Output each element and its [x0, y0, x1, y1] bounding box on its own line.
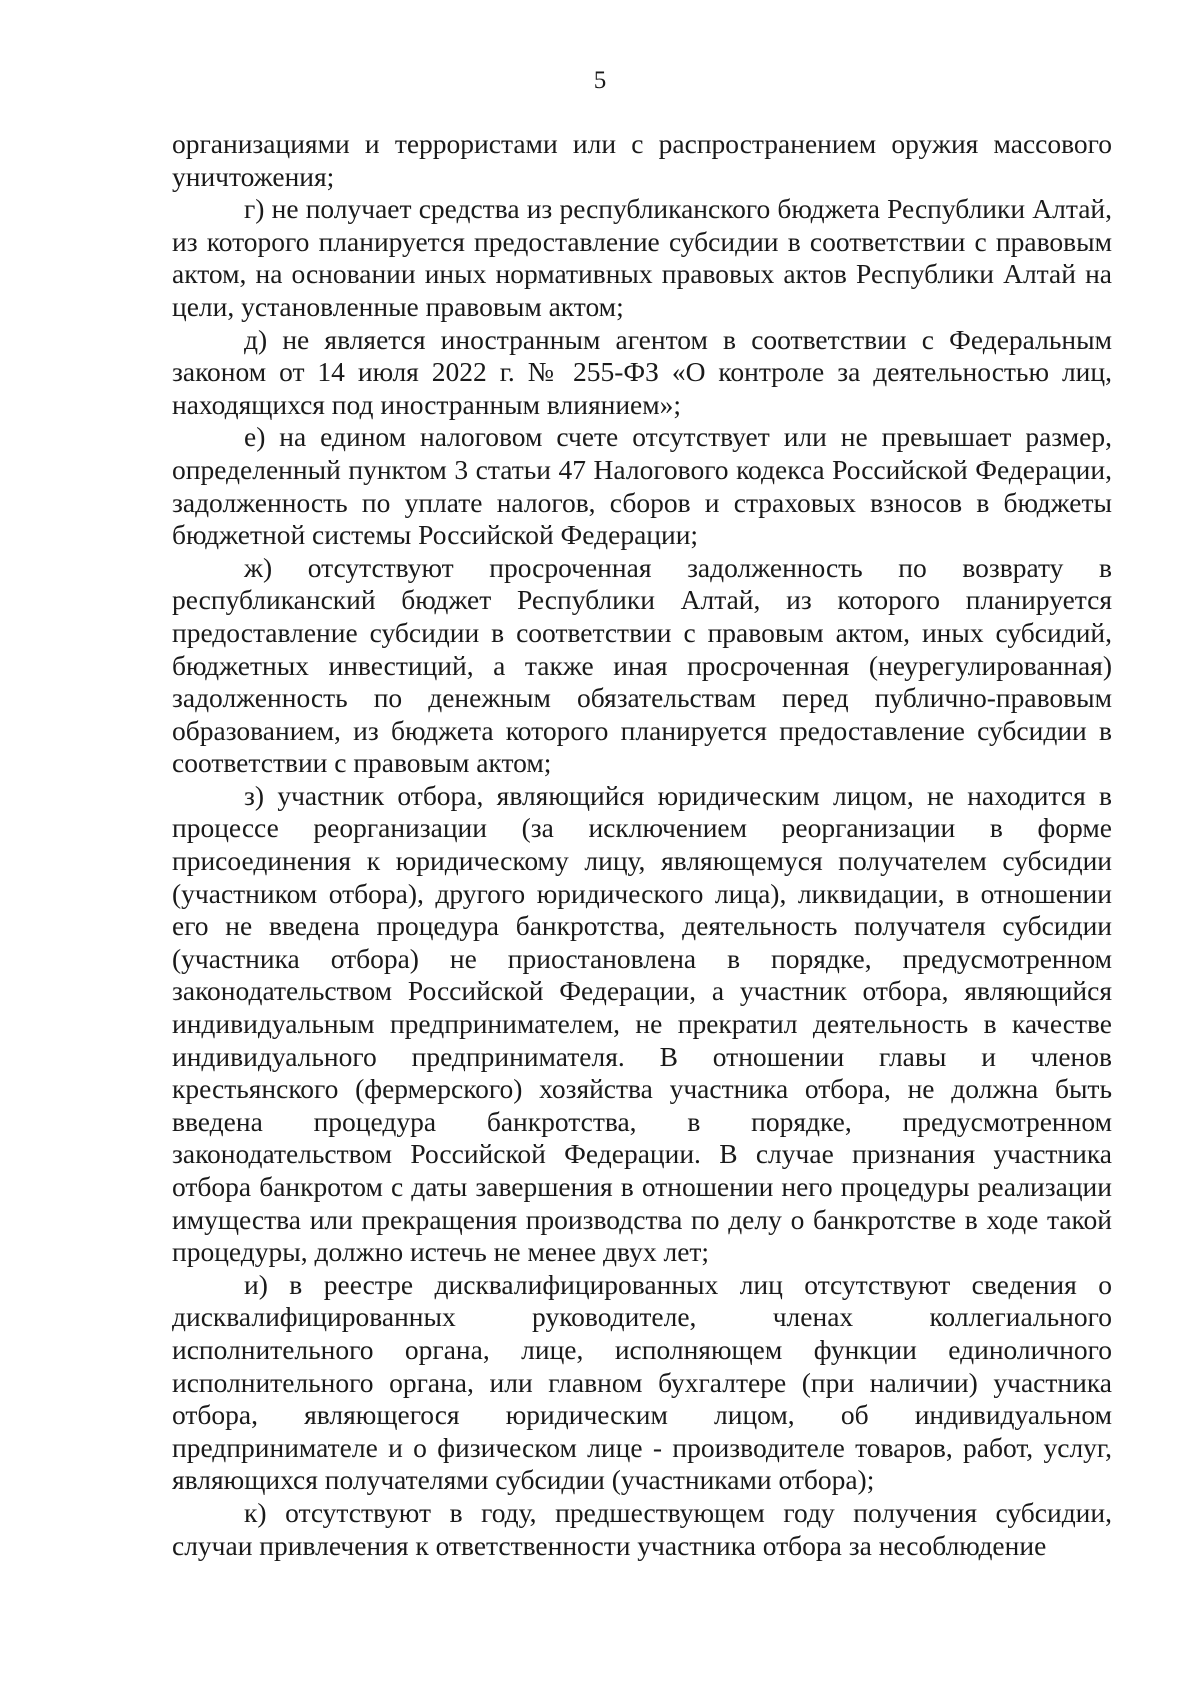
paragraph-continuation: организациями и террористами или с распространением оружия массового уничтожения;: [172, 128, 1112, 192]
paragraph-item-e: е) на едином налоговом счете отсутствует или не превышает размер, определенный пунктом 3 статьи 47 Налогового кодекса Российской Федерации, задолженность по уплате налогов, сборов и страховых взносов в бюджеты бюджетной системы Российской Федерации;: [172, 421, 1112, 551]
paragraph-item-z: з) участник отбора, являющийся юридическим лицом, не находится в процессе реорганизации (за исключением реорганизации в форме присоединения к юридическому лицу, являющемуся получателем субсидии (участником отбора), другого юридического лица), ликвидации, в отношении его не введена процедура банкротства, деятельность получателя субсидии (участника отбора) не приостановлена в порядке, предусмотренном законодательством Российской Федерации, а участник отбора, являющийся индивидуальным предпринимателем, не прекратил деятельность в качестве индивидуального предпринимателя. В отношении главы и членов крестьянского (фермерского) хозяйства участника отбора, не должна быть введена процедура банкротства, в порядке, предусмотренном законодательством Российской Федерации. В случае признания участника отбора банкротом с даты завершения в отношении него процедуры реализации имущества или прекращения производства по делу о банкротстве в ходе такой процедуры, должно истечь не менее двух лет;: [172, 779, 1112, 1268]
paragraph-item-zh: ж) отсутствуют просроченная задолженность по возврату в республиканский бюджет Республики Алтай, из которого планируется предоставление субсидии в соответствии с правовым актом, иных субсидий, бюджетных инвестиций, а также иная просроченная (неурегулированная) задолженность по денежным обязательствам перед публично-правовым образованием, из бюджета которого планируется предоставление субсидии в соответствии с правовым актом;: [172, 551, 1112, 779]
paragraph-item-i: и) в реестре дисквалифицированных лиц отсутствуют сведения о дисквалифицированных руководителе, членах коллегиального исполнительного органа, лице, исполняющем функции единоличного исполнительного органа, или главном бухгалтере (при наличии) участника отбора, являющегося юридическим лицом, об индивидуальном предпринимателе и о физическом лице - производителе товаров, работ, услуг, являющихся получателями субсидии (участниками отбора);: [172, 1268, 1112, 1496]
paragraph-item-k: к) отсутствуют в году, предшествующем году получения субсидии, случаи привлечения к ответственности участника отбора за несоблюдение: [172, 1496, 1112, 1561]
page-number: 5: [593, 67, 607, 94]
paragraph-item-d: д) не является иностранным агентом в соответствии с Федеральным законом от 14 июля 2022 г. № 255-ФЗ «О контроле за деятельностью лиц, находящихся под иностранным влиянием»;: [172, 323, 1112, 420]
document-body: [172, 128, 1112, 1562]
paragraph-item-g: г) не получает средства из республиканского бюджета Республики Алтай, из которого планируется предоставление субсидии в соответствии с правовым актом, на основании иных нормативных правовых актов Республики Алтай на цели, установленные правовым актом;: [172, 193, 1112, 322]
